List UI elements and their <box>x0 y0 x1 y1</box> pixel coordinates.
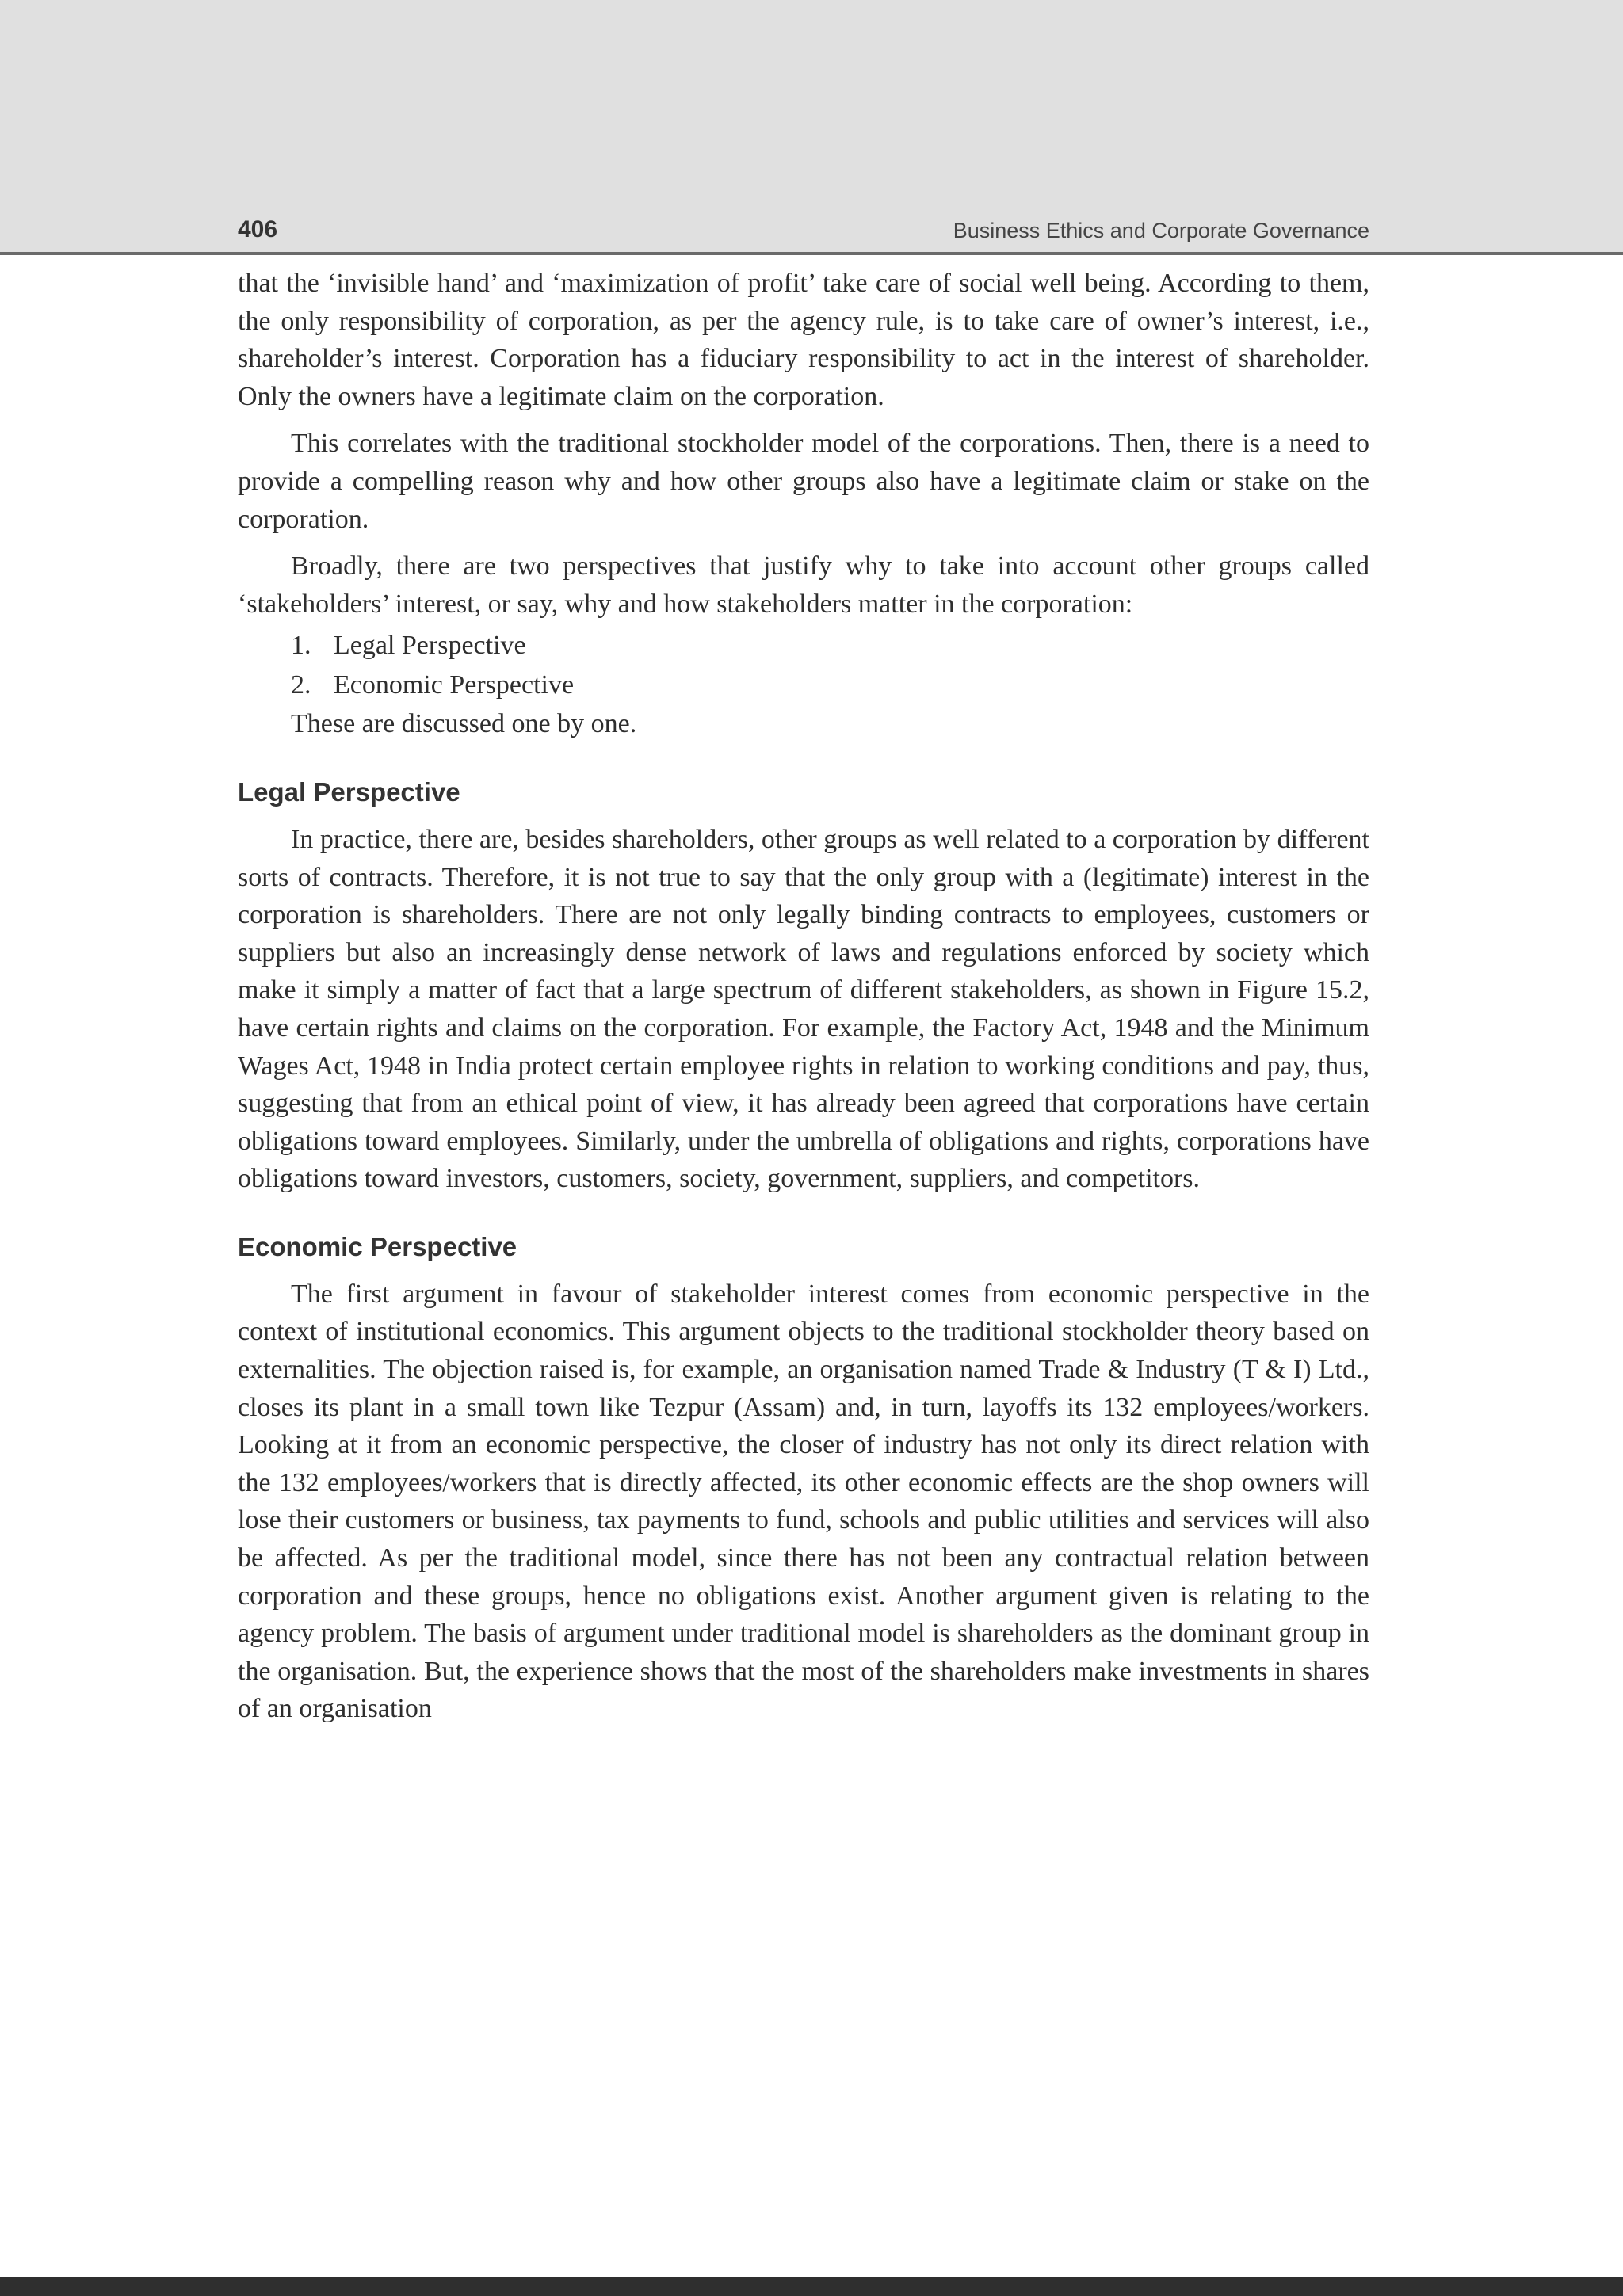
running-head: Business Ethics and Corporate Governance <box>953 219 1369 242</box>
list-item-number: 2. <box>291 670 311 700</box>
economic-perspective-paragraph: The first argument in favour of stakeholder interest comes from economic perspective in the context of institutional economics. This argument objects to the traditional stockholder theory based on externalities. The objection raised is, for example, an organisation named Trade & Industry (T & I) Ltd., closes its plant in a small town like Tezpur (Assam) and, in turn, layoffs its 132 employees/workers. Looking at it from an economic perspective, the closer of industry has not only its direct relation with the 132 employees/workers that is directly affected, its other economic effects are the shop owners will lose their customers or business, tax payments to fund, schools and public utilities and services will also be affected. As per the traditional model, since there has not been any contractual relation between corporation and these groups, hence no obligations exist. Another argument given is relating to the agency problem. The basis of argument under traditional model is shareholders as the dominant group in the organisation. But, the experience shows that the most of the shareholders make investments in shares of an organisation <box>238 1279 1369 1724</box>
list-item <box>291 666 1369 705</box>
intro-paragraph-two-perspectives: Broadly, there are two perspectives that justify why to take into account other groups called ‘stakeholders’ interest, or say, why and how stakeholders matter in the corporation: <box>238 551 1369 619</box>
list-item-label: Economic Perspective <box>334 670 575 700</box>
intro-paragraph-stockholder-model: This correlates with the traditional stockholder model of the corporations. Then, there is a need to provide a compelling reason why and how other groups also have a legitimate claim or stake on the corporation. <box>238 429 1369 534</box>
page-number: 406 <box>238 216 278 242</box>
page-bottom-edge <box>0 2277 1623 2296</box>
page-top-margin <box>0 0 1623 252</box>
perspectives-list <box>238 626 1369 705</box>
list-item <box>291 626 1369 666</box>
intro-paragraph-continued: that the ‘invisible hand’ and ‘maximization of profit’ take care of social well being. According to them, the only responsibility of corporation, as per the agency rule, is to take care of owner’s interest, i.e., shareholder’s interest. Corporation has a fiduciary responsibility to act in the interest of shareholder. Only the owners have a legitimate claim on the corporation. <box>238 269 1369 411</box>
section-heading-economic: Economic Perspective <box>238 1231 517 1261</box>
legal-perspective-paragraph: In practice, there are, besides shareholders, other groups as well related to a corporation by different sorts of contracts. Therefore, it is not true to say that the only group with a (legitimate) interest in the corporation is shareholders. There are not only legally binding contracts to employees, customers or suppliers but also an increasingly dense network of laws and regulations enforced by society which make it simply a matter of fact that a large spectrum of different stakeholders, as shown in Figure 15.2, have certain rights and claims on the corporation. For example, the Factory Act, 1948 and the Minimum Wages Act, 1948 in India protect certain employee rights in relation to working conditions and pay, thus, suggesting that from an ethical point of view, it has already been agreed that corporations have certain obligations toward employees. Similarly, under the umbrella of obligations and rights, corporations have obligations toward investors, customers, society, government, suppliers, and competitors. <box>238 824 1369 1194</box>
list-followup: These are discussed one by one. <box>291 709 637 739</box>
list-item-number: 1. <box>291 631 311 661</box>
section-heading-legal: Legal Perspective <box>238 776 460 807</box>
list-item-label: Legal Perspective <box>334 631 526 661</box>
header-rule <box>0 252 1623 255</box>
page-body <box>238 265 1369 1737</box>
